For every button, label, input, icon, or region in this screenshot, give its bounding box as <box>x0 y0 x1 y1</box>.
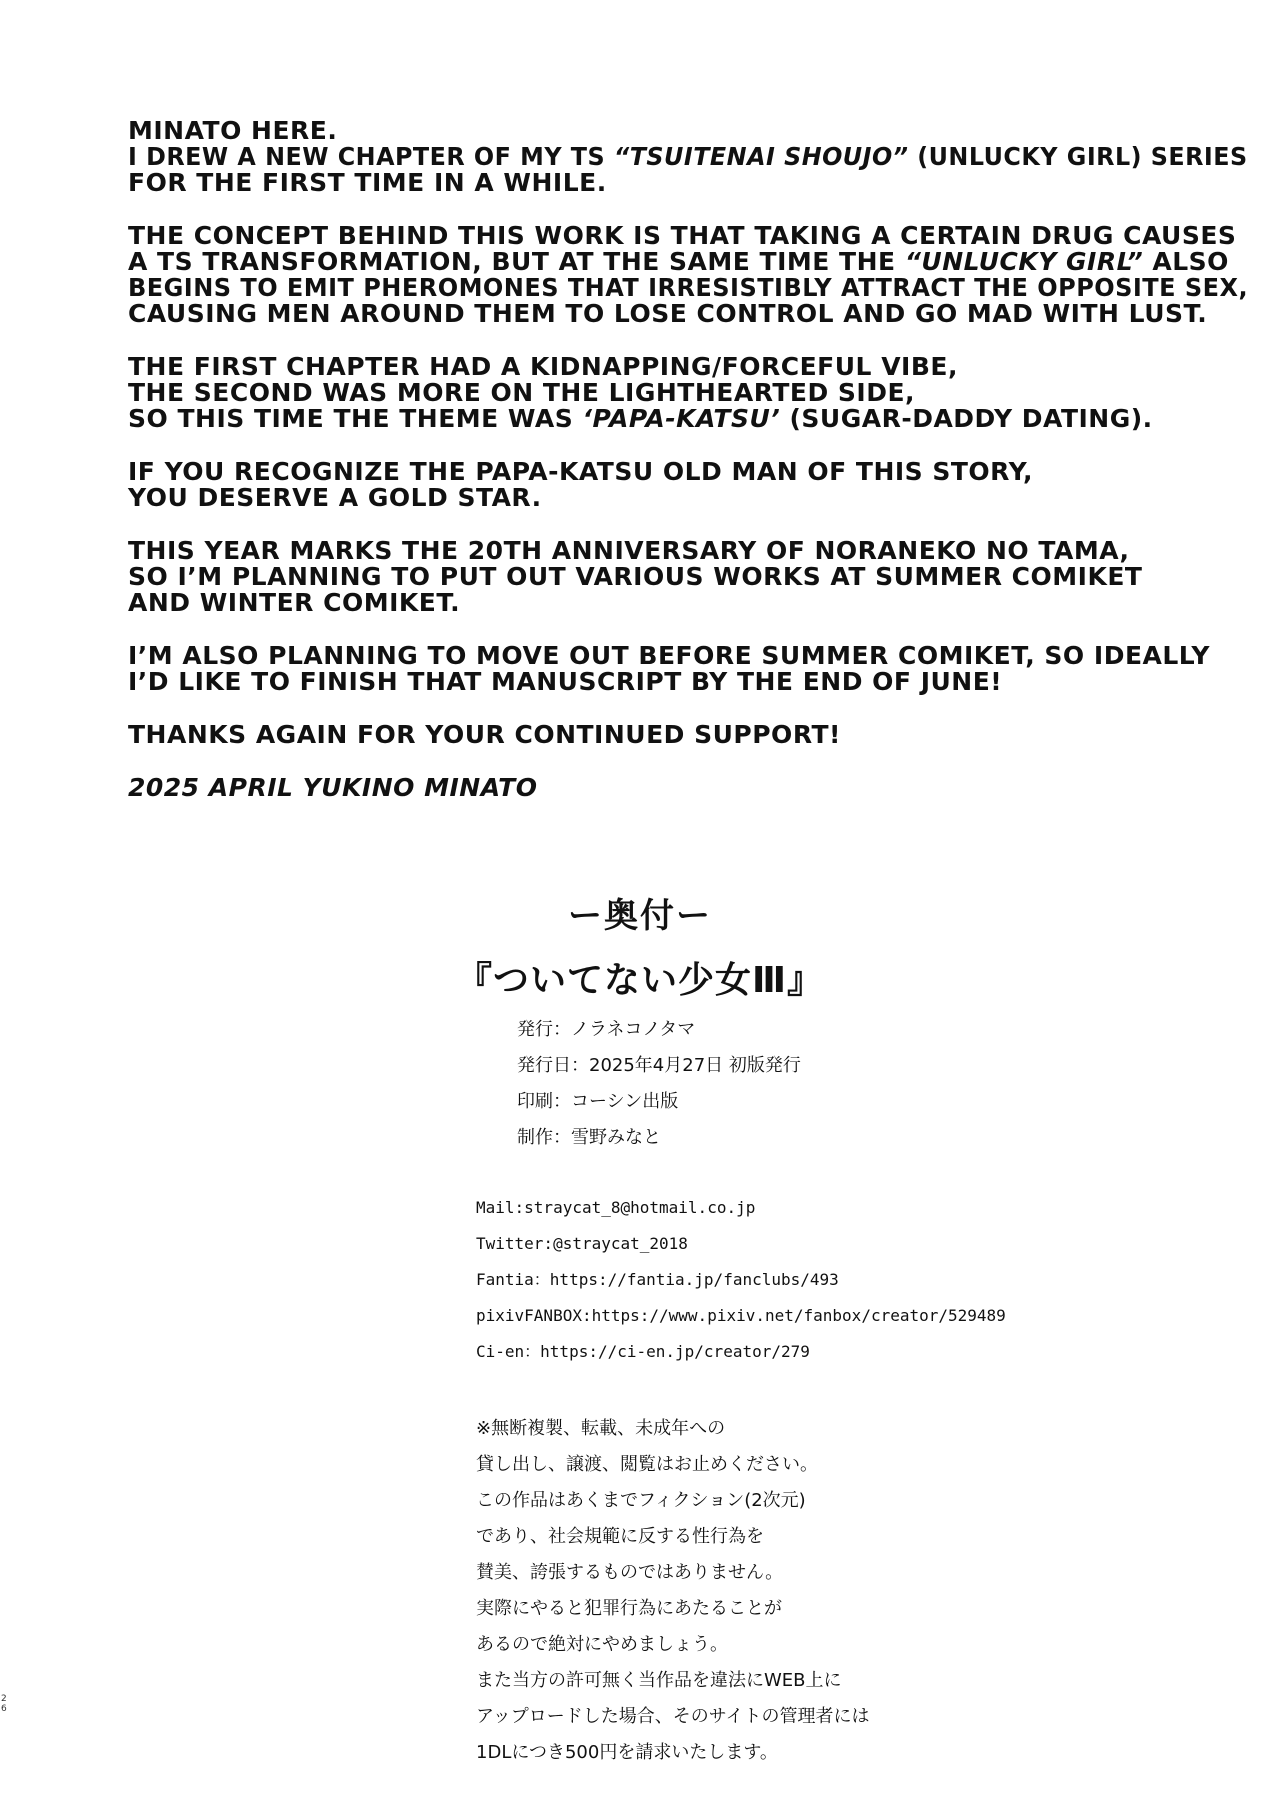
afterword-line: IF YOU RECOGNIZE THE PAPA-KATSU OLD MAN OF THIS STORY, <box>128 457 1034 486</box>
notice-line: であり、社会規範に反する性行為を <box>476 1526 764 1547</box>
afterword-line: I’D LIKE TO FINISH THAT MANUSCRIPT BY THE END OF JUNE! <box>128 667 1003 696</box>
afterword-line <box>128 142 1248 171</box>
legal-notice <box>476 1411 869 1771</box>
afterword-paragraph <box>128 538 1248 616</box>
afterword-line <box>128 406 1248 432</box>
afterword <box>128 118 1248 828</box>
page-number <box>1 1694 9 1714</box>
afterword-line: THE SECOND WAS MORE ON THE LIGHTHEARTED SIDE, <box>128 378 916 407</box>
notice-line: 賛美、誇張するものではありません。 <box>476 1562 784 1583</box>
notice-line: ※無断複製、転載、未成年への <box>476 1418 726 1439</box>
afterword-paragraph <box>128 354 1248 432</box>
afterword-paragraph <box>128 643 1248 695</box>
afterword-line: MINATO HERE. <box>128 116 338 145</box>
colophon-heading: ー奥付ー <box>568 896 712 936</box>
afterword-text: (UNLUCKY GIRL) SERIES <box>908 142 1248 171</box>
twitter-line: Twitter:@straycat_2018 <box>476 1234 688 1253</box>
afterword-line: THANKS AGAIN FOR YOUR CONTINUED SUPPORT! <box>128 720 841 749</box>
afterword-text: (SUGAR-DADDY DATING). <box>780 404 1153 433</box>
afterword-line <box>128 249 1248 275</box>
afterword-line: THIS YEAR MARKS THE 20TH ANNIVERSARY OF NORANEKO NO TAMA, <box>128 536 1130 565</box>
printer-line: 印刷：コーシン出版 <box>517 1091 679 1112</box>
notice-line: 貸し出し、譲渡、閲覧はお止めください。 <box>476 1454 818 1475</box>
contact-links <box>476 1190 1006 1370</box>
afterword-text: I DREW A NEW CHAPTER OF MY TS <box>128 142 614 171</box>
afterword-line: I’M ALSO PLANNING TO MOVE OUT BEFORE SUMMER COMIKET, SO IDEALLY <box>128 641 1210 670</box>
afterword-paragraph <box>128 223 1248 327</box>
emphasis-text: “UNLUCKY GIRL” <box>904 247 1144 276</box>
cien-line: Ci-en：https://ci-en.jp/creator/279 <box>476 1342 810 1361</box>
afterword-paragraph <box>128 722 1248 748</box>
notice-line: また当方の許可無く当作品を違法にWEB上に <box>476 1670 842 1691</box>
series-title: “TSUITENAI SHOUJO” <box>613 142 909 171</box>
emphasis-text: ‘PAPA-KATSU’ <box>582 404 781 433</box>
afterword-line: YOU DESERVE A GOLD STAR. <box>128 483 542 512</box>
notice-line: あるので絶対にやめましょう。 <box>476 1634 728 1655</box>
afterword-line: BEGINS TO EMIT PHEROMONES THAT IRRESISTIBLY ATTRACT THE OPPOSITE SEX, <box>128 273 1249 302</box>
afterword-line: AND WINTER COMIKET. <box>128 588 461 617</box>
mail-line: Mail:straycat_8@hotmail.co.jp <box>476 1198 756 1217</box>
afterword-text: SO THIS TIME THE THEME WAS <box>128 404 583 433</box>
publisher-line: 発行：ノラネコノタマ <box>517 1019 696 1040</box>
afterword-text: ALSO <box>1143 247 1229 276</box>
afterword-line: THE FIRST CHAPTER HAD A KIDNAPPING/FORCEFUL VIBE, <box>128 352 958 381</box>
publication-date-line: 発行日：2025年4月27日 初版発行 <box>517 1055 801 1076</box>
afterword-paragraph <box>128 118 1248 196</box>
book-title: 『ついてない少女Ⅲ』 <box>455 960 825 1001</box>
afterword-paragraph <box>128 459 1248 511</box>
production-line: 制作：雪野みなと <box>517 1127 661 1148</box>
publication-info <box>517 1012 801 1156</box>
notice-line: アップロードした場合、そのサイトの管理者には <box>476 1706 870 1727</box>
notice-line: 実際にやると犯罪行為にあたることが <box>476 1598 782 1619</box>
fantia-line: Fantia：https://fantia.jp/fanclubs/493 <box>476 1270 839 1289</box>
afterword-line: FOR THE FIRST TIME IN A WHILE. <box>128 168 607 197</box>
afterword-text: A TS TRANSFORMATION, BUT AT THE SAME TIME THE <box>128 247 905 276</box>
afterword-line: THE CONCEPT BEHIND THIS WORK IS THAT TAKING A CERTAIN DRUG CAUSES <box>128 221 1237 250</box>
page-number-digit: 2 <box>1 1694 7 1704</box>
afterword-signature: 2025 APRIL YUKINO MINATO <box>128 773 538 802</box>
fanbox-line: pixivFANBOX:https://www.pixiv.net/fanbox/creator/529489 <box>476 1306 1006 1325</box>
afterword-line: CAUSING MEN AROUND THEM TO LOSE CONTROL AND GO MAD WITH LUST. <box>128 299 1208 328</box>
notice-line: 1DLにつき500円を請求いたします。 <box>476 1742 778 1763</box>
afterword-line: SO I’M PLANNING TO PUT OUT VARIOUS WORKS AT SUMMER COMIKET <box>128 562 1143 591</box>
page-number-digit: 6 <box>1 1704 7 1714</box>
notice-line: この作品はあくまでフィクション(2次元) <box>476 1490 806 1511</box>
